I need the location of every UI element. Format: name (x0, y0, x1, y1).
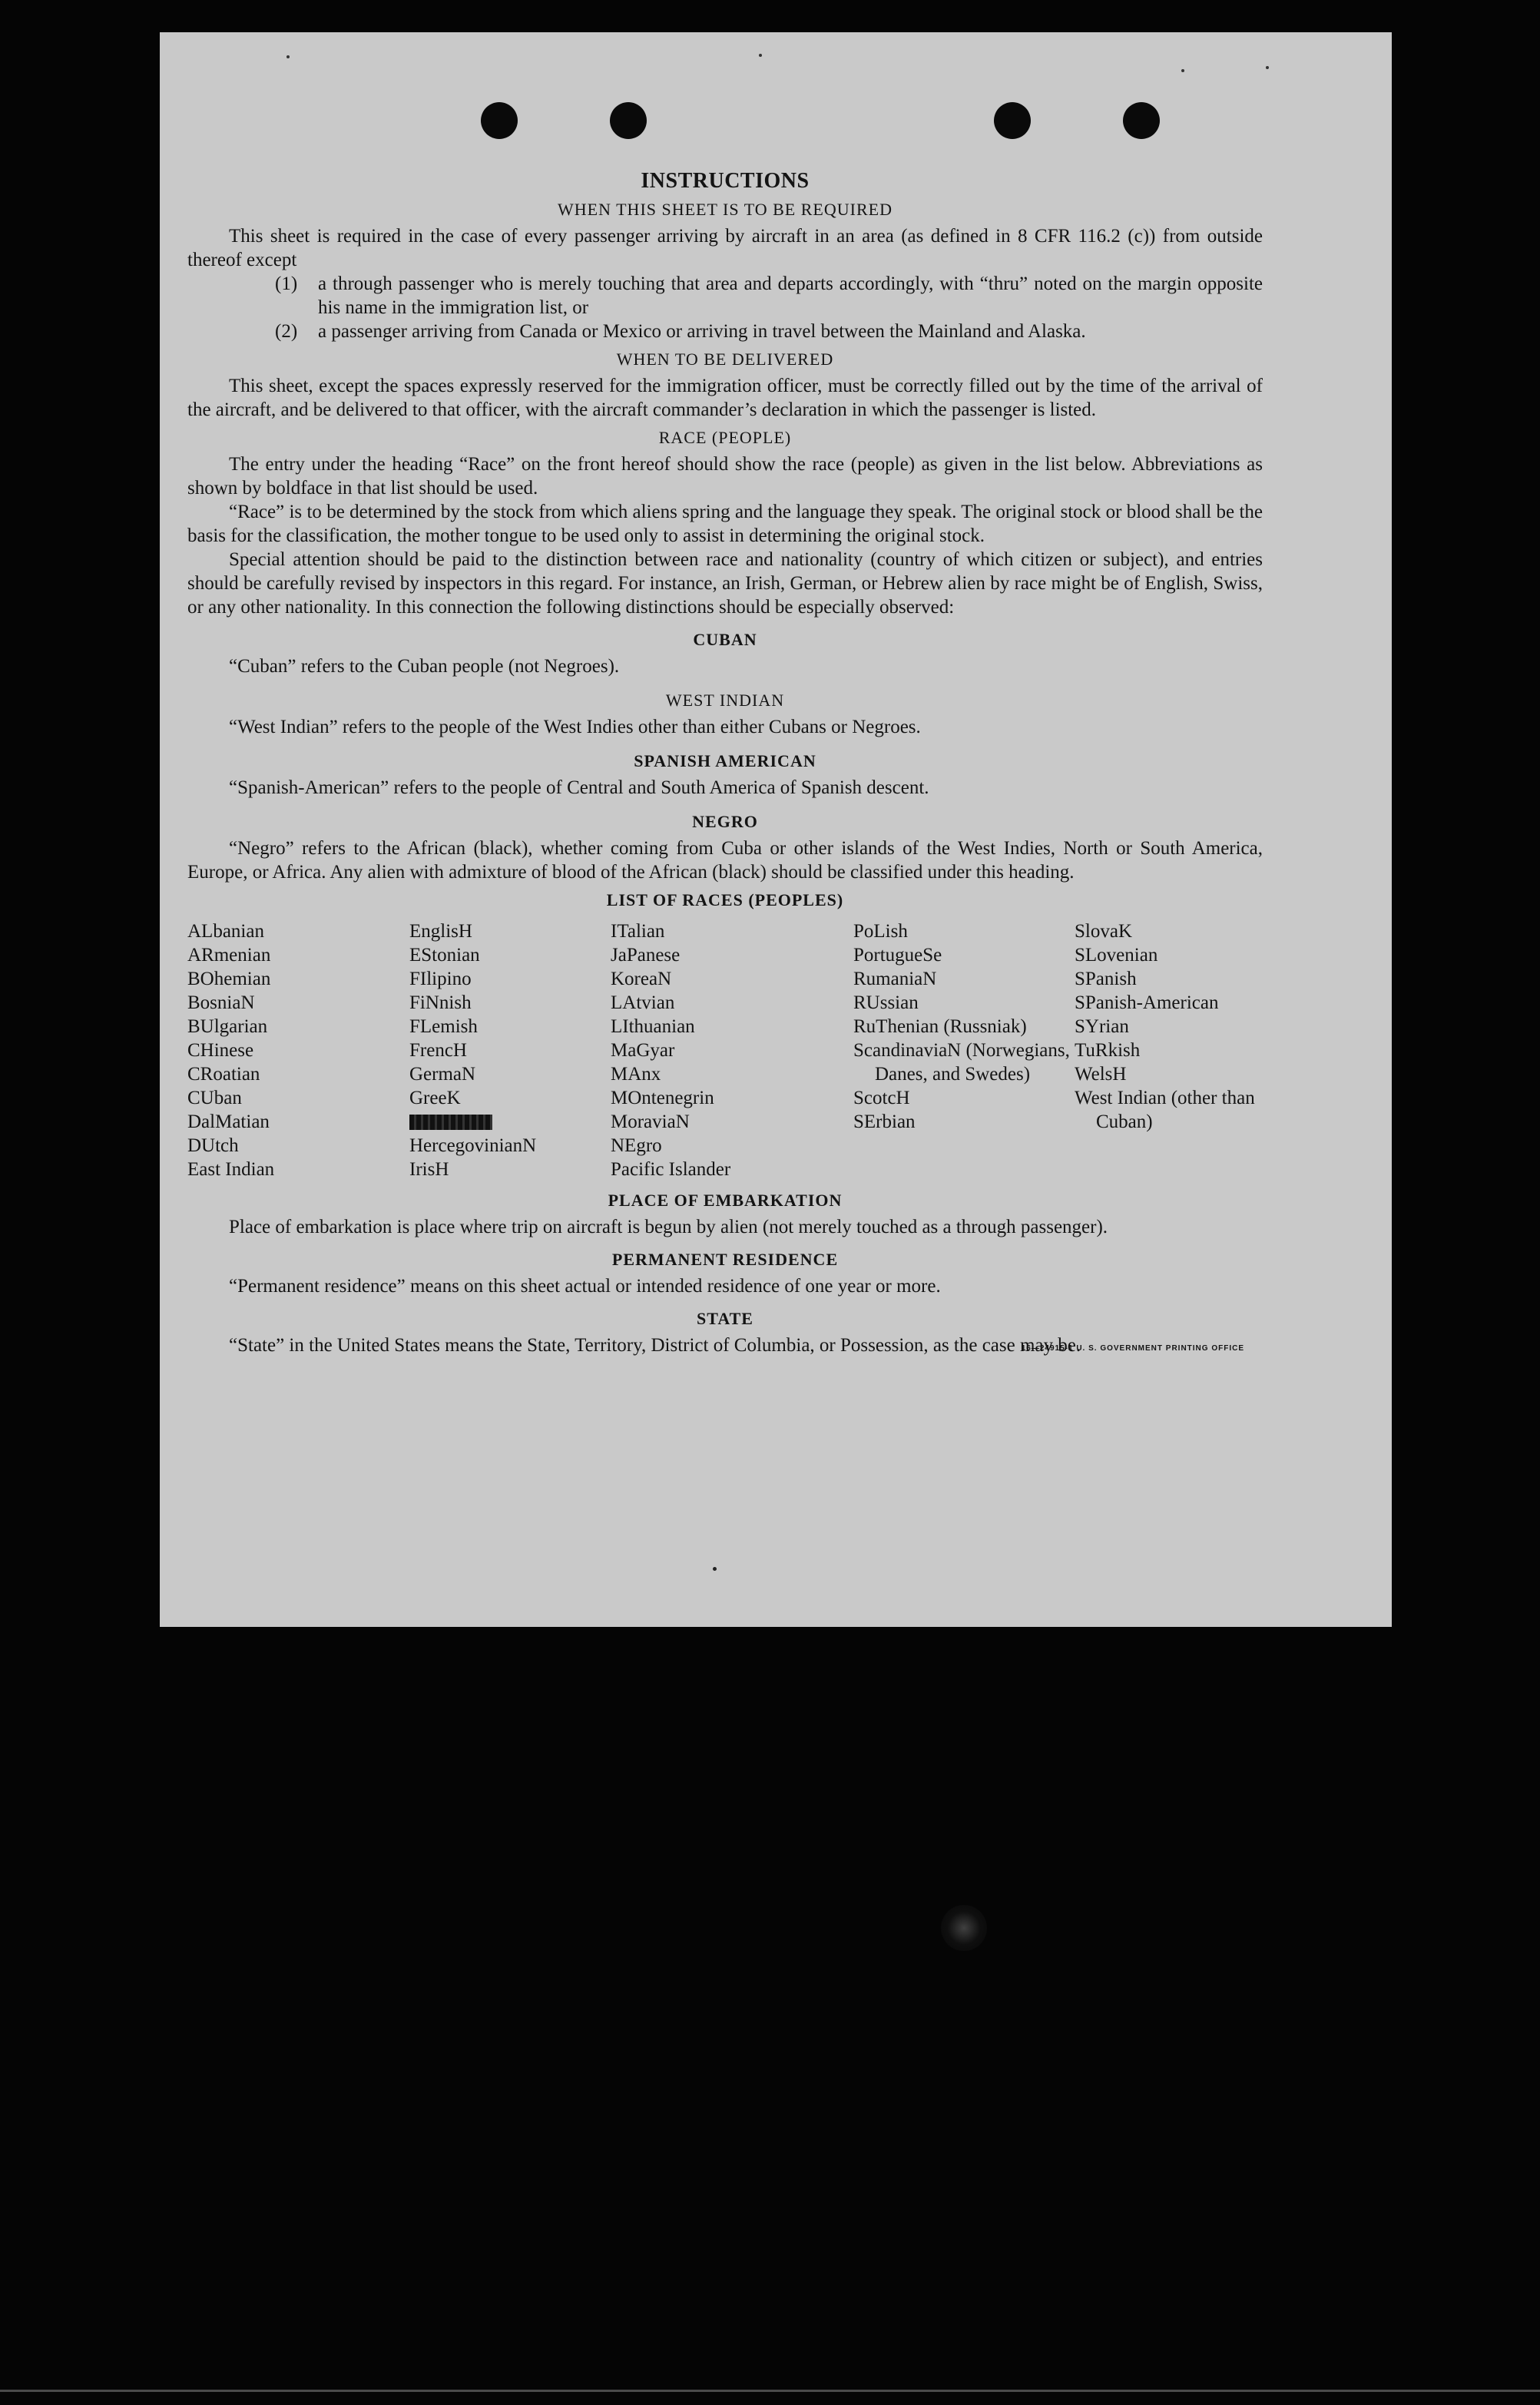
races-column (1075, 919, 1282, 1181)
race-entry: SErbian (853, 1111, 916, 1132)
race-entry: ITalian (611, 921, 665, 942)
race-entry: RuThenian (Russniak) (853, 1016, 1027, 1037)
heading-permanent-residence: PERMANENT RESIDENCE (611, 1250, 839, 1269)
speck (286, 55, 290, 58)
race-entry: LIthuanian (611, 1016, 695, 1037)
race-entry: NEgro (611, 1135, 662, 1156)
races-column (611, 919, 853, 1181)
race-entry: FiNnish (409, 992, 472, 1013)
heading-race: RACE (PEOPLE) (658, 428, 792, 447)
race-entry: Pacific Islander (611, 1159, 731, 1180)
instruction-sheet (160, 32, 1392, 1627)
heading-delivered: WHEN TO BE DELIVERED (616, 349, 834, 369)
race-entry: FrencH (409, 1040, 467, 1061)
required-intro: This sheet is required in the case of every passenger arriving by aircraft in an area (as defined in 8 CFR 116.2 (c)) from outside thereof except (187, 226, 1263, 270)
race-entry: ARmenian (187, 945, 271, 966)
state-text: “State” in the United States means the State, Territory, District of Columbia, or Possession, as the case may be. (229, 1335, 1081, 1356)
race-entry: RumaniaN (853, 969, 937, 989)
exception-item (187, 272, 1263, 320)
race-entry: EnglisH (409, 921, 472, 942)
race-entry: TuRkish (1075, 1040, 1141, 1061)
race-entry: SPanish (1075, 969, 1137, 989)
race-entry: MAnx (611, 1064, 661, 1085)
residence-text: “Permanent residence” means on this sheet actual or intended residence of one year or more. (229, 1276, 941, 1297)
race-entry: CUban (187, 1088, 242, 1108)
speck (1266, 66, 1269, 69)
speck (713, 1567, 717, 1571)
print-code: 16—24915-1 U. S. GOVERNMENT PRINTING OFFICE (1021, 1344, 1244, 1353)
punch-hole-3 (994, 102, 1031, 139)
race-entry: ScandinaviaN (Norwegians, Danes, and Swedes) (853, 1040, 1070, 1085)
negro-text: “Negro” refers to the African (black), whether coming from Cuba or other islands of the West Indies, North or South America, Europe, or Africa. Any alien with admixture of blood of the African (black) should be classified under this heading. (187, 838, 1263, 883)
race-entry: PoLish (853, 921, 908, 942)
race-entry: MaGyar (611, 1040, 675, 1061)
race-entry: FLemish (409, 1016, 478, 1037)
punch-hole-1 (481, 102, 518, 139)
redacted-entry (409, 1110, 611, 1134)
heading-spanish-american: SPANISH AMERICAN (634, 751, 816, 770)
heading-embarkation: PLACE OF EMBARKATION (608, 1191, 843, 1210)
race-entry: ScotcH (853, 1088, 910, 1108)
race-entry: MoraviaN (611, 1111, 690, 1132)
race-entry: SYrian (1075, 1016, 1129, 1037)
race-entry: RUssian (853, 992, 919, 1013)
exception-number: (2) (275, 321, 298, 342)
redaction-mark (409, 1115, 492, 1130)
scan-edge-line (0, 2390, 1540, 2392)
race-entry: KoreaN (611, 969, 672, 989)
heading-west-indian: WEST INDIAN (665, 691, 785, 710)
race-entry: DalMatian (187, 1111, 270, 1132)
race-entry: East Indian (187, 1159, 275, 1180)
race-entry: ALbanian (187, 921, 264, 942)
race-entry: LAtvian (611, 992, 675, 1013)
race-entry: WelsH (1075, 1064, 1127, 1085)
race-paragraph: The entry under the heading “Race” on the front hereof should show the race (people) as given in the list below. Abbreviations as shown by boldface in that list should be used. (187, 454, 1263, 499)
punch-hole-2 (610, 102, 647, 139)
delivered-text: This sheet, except the spaces expressly reserved for the immigration officer, must be correctly filled out by the time of the arrival of the aircraft, and be delivered to that officer, with the aircraft commander’s declaration in which the passenger is listed. (187, 376, 1263, 420)
races-column (853, 919, 1075, 1181)
race-entry: CRoatian (187, 1064, 260, 1085)
heading-list-of-races: LIST OF RACES (PEOPLES) (606, 890, 844, 909)
race-entry: SPanish-American (1075, 992, 1219, 1013)
race-entry: BosniaN (187, 992, 255, 1013)
race-paragraph: “Race” is to be determined by the stock from which aliens spring and the language they speak. The original stock or blood shall be the basis for the classification, the mother tongue to be used only to assist in determining the original stock. (187, 502, 1263, 546)
exception-item (187, 320, 1263, 343)
west-indian-text: “West Indian” refers to the people of the West Indies other than either Cubans or Negroes. (229, 717, 921, 737)
race-entry: GreeK (409, 1088, 461, 1108)
race-entry: IrisH (409, 1159, 449, 1180)
race-entry: CHinese (187, 1040, 254, 1061)
race-entry: JaPanese (611, 945, 681, 966)
punch-hole-4 (1123, 102, 1160, 139)
races-column (187, 919, 409, 1181)
race-entry: SlovaK (1075, 921, 1132, 942)
race-entry: FIlipino (409, 969, 472, 989)
race-entry: SLovenian (1075, 945, 1158, 966)
race-entry: West Indian (other than Cuban) (1075, 1088, 1255, 1132)
race-paragraph: Special attention should be paid to the distinction between race and nationality (country of which citizen or subject), and entries should be carefully revised by inspectors in this regard. For instance, an Irish, German, or Hebrew alien by race might be of English, Swiss, or any other nationality. In this connection the following distinctions should be especially observed: (187, 549, 1263, 618)
embarkation-text: Place of embarkation is place where trip on aircraft is begun by alien (not merely touched as a through passenger). (229, 1217, 1108, 1237)
scanner-glare (941, 1905, 987, 1951)
races-list (187, 919, 1263, 1181)
race-entry: PortugueSe (853, 945, 942, 966)
race-entry: HercegovinianN (409, 1135, 537, 1156)
exception-text: a through passenger who is merely touching that area and departs accordingly, with “thru” noted on the margin opposite his name in the immigration list, or (318, 273, 1263, 318)
races-column (409, 919, 611, 1181)
cuban-text: “Cuban” refers to the Cuban people (not Negroes). (229, 656, 620, 677)
race-entry: EStonian (409, 945, 480, 966)
race-entry: MOntenegrin (611, 1088, 714, 1108)
heading-negro: NEGRO (692, 812, 758, 831)
exception-number: (1) (275, 273, 298, 294)
race-entry: GermaN (409, 1064, 476, 1085)
exception-text: a passenger arriving from Canada or Mexico or arriving in travel between the Mainland and Alaska. (318, 321, 1086, 342)
speck (1181, 69, 1184, 72)
page-title: INSTRUCTIONS (641, 169, 810, 193)
race-entry: DUtch (187, 1135, 239, 1156)
race-entry: BUlgarian (187, 1016, 268, 1037)
heading-required: WHEN THIS SHEET IS TO BE REQUIRED (558, 200, 893, 219)
heading-state: STATE (697, 1309, 753, 1328)
heading-cuban: CUBAN (693, 630, 757, 649)
speck (759, 54, 762, 57)
spanish-american-text: “Spanish-American” refers to the people of Central and South America of Spanish descent. (229, 777, 929, 798)
race-entry: BOhemian (187, 969, 271, 989)
